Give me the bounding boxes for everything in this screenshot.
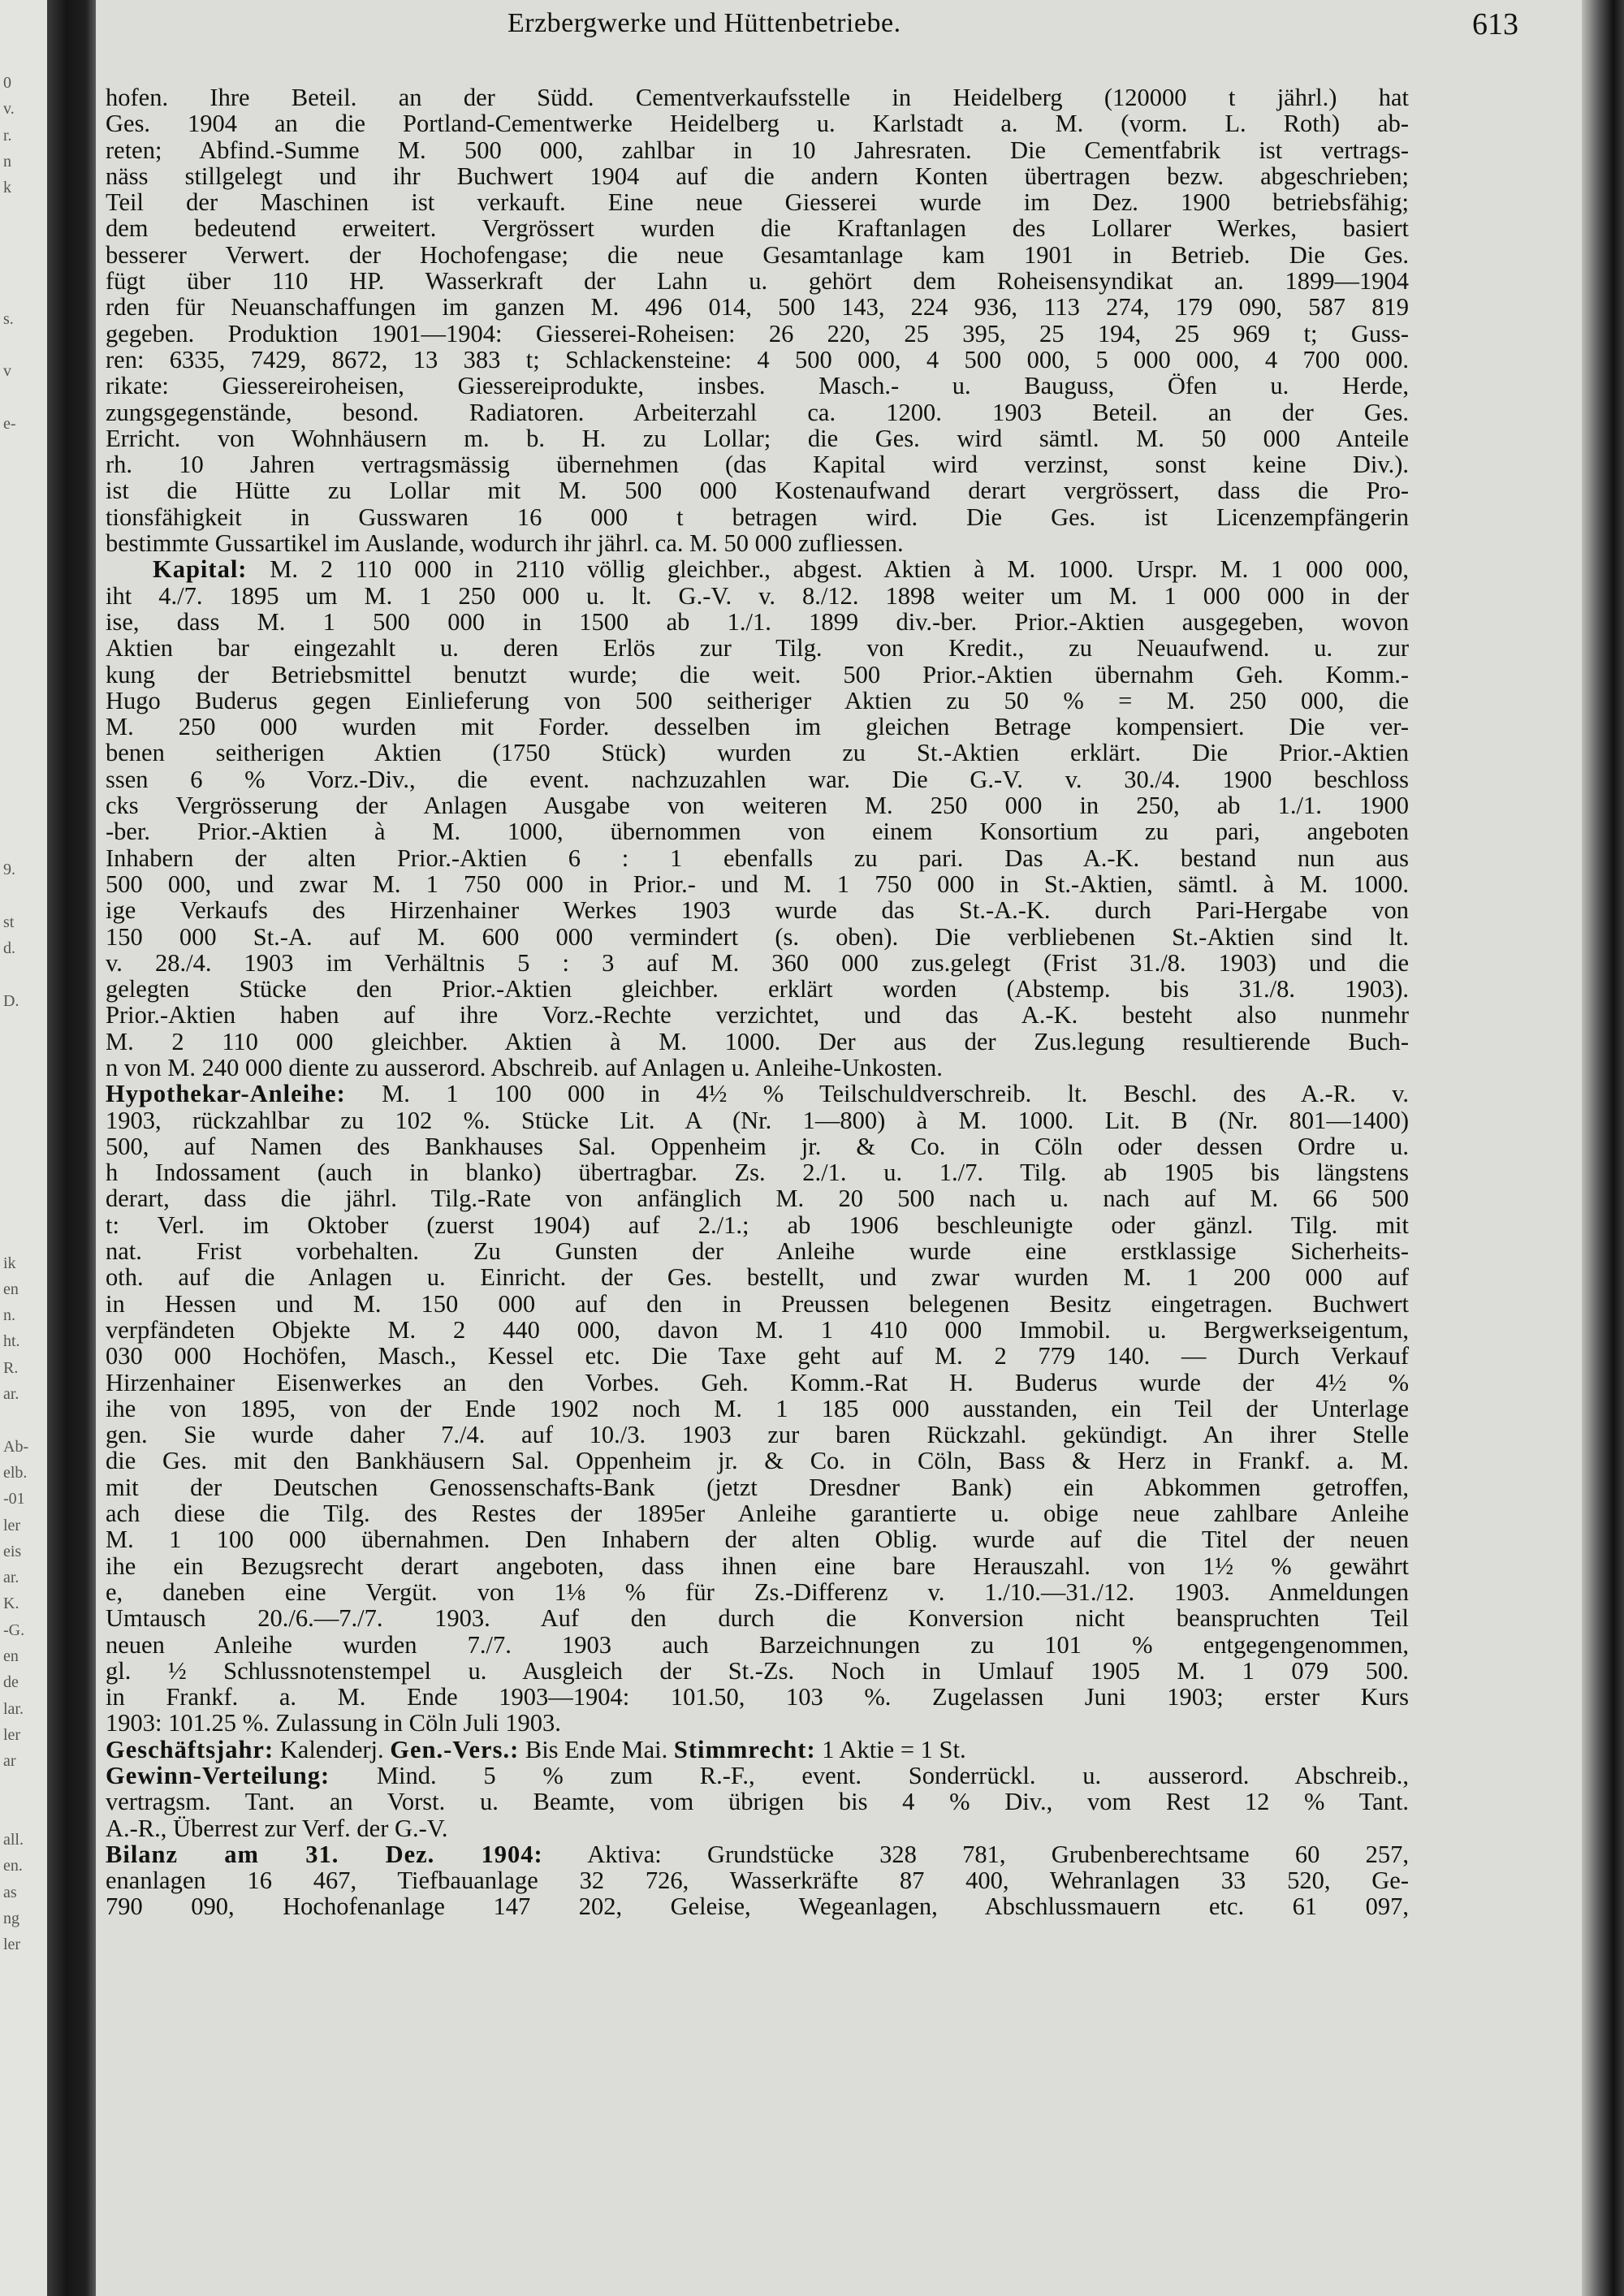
line-text: gelegten Stücke den Prior.-Aktien gleichber. erklärt worden (Abstemp. bis 31./8. 1903). <box>106 975 1409 1003</box>
margin-fragment: ler <box>3 1725 21 1744</box>
line-text: besserer Verwert. der Hochofengase; die neue Gesamtanlage kam 1901 in Betrieb. Die Ges. <box>106 240 1409 269</box>
text-line <box>106 1893 1409 1919</box>
margin-fragment: lar. <box>3 1699 24 1718</box>
text-line <box>106 215 1409 241</box>
body-text <box>106 84 1409 1920</box>
margin-fragment: n. <box>3 1306 15 1325</box>
line-text: in Hessen und M. 150 000 auf den in Preussen belegenen Besitz eingetragen. Buchwert <box>106 1289 1409 1318</box>
line-text: enanlagen 16 467, Tiefbauanlage 32 726, Wasserkräfte 87 400, Wehranlagen 33 520, Ge- <box>106 1867 1409 1895</box>
line-text: Bis Ende Mai. <box>519 1735 674 1763</box>
line-text: v. 28./4. 1903 im Verhältnis 5 : 3 auf M. 360 000 zus.gelegt (Frist 31./8. 1903) und die <box>106 948 1409 977</box>
text-line <box>106 818 1409 844</box>
text-line <box>106 1238 1409 1264</box>
text-line <box>106 1815 1409 1841</box>
line-text: mit der Deutschen Genossenschafts-Bank (jetzt Dresdner Bank) ein Abkommen getroffen, <box>106 1473 1409 1501</box>
page-number: 613 <box>1472 7 1518 41</box>
section-heading: Hypothekar-Anleihe: <box>106 1080 346 1108</box>
margin-fragment: r. <box>3 126 12 145</box>
text-line <box>106 504 1409 530</box>
margin-fragment: 9. <box>3 861 15 878</box>
line-text: M. 2 110 000 in 2110 völlig gleichber., abgest. Aktien à M. 1000. Urspr. M. 1 000 000, <box>247 555 1409 584</box>
margin-fragment: st <box>3 913 15 931</box>
text-line <box>106 792 1409 818</box>
text-line <box>106 1841 1409 1867</box>
text-line <box>106 688 1409 714</box>
margin-fragment: ler <box>3 1936 21 1954</box>
text-line <box>106 1500 1409 1526</box>
line-text: M. 2 110 000 gleichber. Aktien à M. 1000. Der aus der Zus.legung resultierende Buch- <box>106 1027 1409 1055</box>
previous-page-margin-fragments <box>3 73 44 2265</box>
text-line <box>106 1737 1409 1763</box>
line-text: rikate: Giessereiroheisen, Giessereiprodukte, insbes. Masch.- u. Bauguss, Öfen u. Herde, <box>106 372 1409 400</box>
margin-fragment: elb. <box>3 1463 28 1482</box>
line-text: 1903: 101.25 %. Zulassung in Cöln Juli 1903. <box>106 1709 561 1737</box>
margin-fragment: eis <box>3 1542 22 1560</box>
line-text: gl. ½ Schlussnotenstempel u. Ausgleich der St.-Zs. Noch in Umlauf 1905 M. 1 079 500. <box>106 1656 1409 1685</box>
text-line <box>106 1107 1409 1133</box>
text-line <box>106 137 1409 163</box>
book-binding-shadow <box>47 0 96 2296</box>
line-text: gegeben. Produktion 1901—1904: Giesserei-Roheisen: 26 220, 25 395, 25 194, 25 969 t; Guss- <box>106 319 1409 347</box>
margin-fragment: 0 <box>3 74 11 92</box>
line-text: nat. Frist vorbehalten. Zu Gunsten der Anleihe wurde eine erstklassige Sicherheits- <box>106 1237 1409 1266</box>
text-line <box>106 1343 1409 1369</box>
line-text: 030 000 Hochöfen, Masch., Kessel etc. Die Taxe geht auf M. 2 779 140. — Durch Verkauf <box>106 1342 1409 1370</box>
text-line <box>106 1763 1409 1789</box>
text-line <box>106 1474 1409 1500</box>
line-text: M. 1 100 000 übernahmen. Den Inhabern der alten Oblig. wurde auf die Titel der neuen <box>106 1526 1409 1554</box>
text-line <box>106 294 1409 320</box>
text-line <box>106 1553 1409 1579</box>
text-line <box>106 1264 1409 1290</box>
line-text: cks Vergrösserung der Anlagen Ausgabe von weiteren M. 250 000 in 250, ab 1./1. 1900 <box>106 792 1409 820</box>
text-line <box>106 1081 1409 1107</box>
line-text: Aktien bar eingezahlt u. deren Erlös zur Tilg. von Kredit., zu Neuaufwend. u. zur <box>106 634 1409 662</box>
text-line <box>106 1658 1409 1684</box>
section-heading: Stimmrecht: <box>673 1735 816 1763</box>
line-text: ihe ein Bezugsrecht derart angeboten, dass ihnen eine bare Herauszahl. von 1½ % gewährt <box>106 1552 1409 1580</box>
line-text: in Frankf. a. M. Ende 1903—1904: 101.50, 103 %. Zugelassen Juni 1903; erster Kurs <box>106 1683 1409 1711</box>
text-line <box>106 1055 1409 1081</box>
text-line <box>106 163 1409 189</box>
margin-fragment: ht. <box>3 1332 20 1351</box>
margin-fragment: Ab- <box>3 1437 29 1456</box>
line-text: A.-R., Überrest zur Verf. der G.-V. <box>106 1814 448 1842</box>
line-text: rh. 10 Jahren vertragsmässig übernehmen (das Kapital wird verzinst, sonst keine Div.). <box>106 451 1409 479</box>
line-text: bestimmte Gussartikel im Auslande, wodurch ihr jährl. ca. M. 50 000 zufliessen. <box>106 529 904 558</box>
text-line <box>106 609 1409 635</box>
line-text: Erricht. von Wohnhäusern m. b. H. zu Lollar; die Ges. wird sämtl. M. 50 000 Anteile <box>106 424 1409 452</box>
margin-fragment: all. <box>3 1831 24 1849</box>
text-line <box>106 268 1409 294</box>
text-line <box>106 1867 1409 1893</box>
line-text: hofen. Ihre Beteil. an der Südd. Cementverkaufsstelle in Heidelberg (120000 t jährl.) hat <box>106 84 1409 111</box>
line-text: h Indossament (auch in blanko) übertragbar. Zs. 2./1. u. 1./7. Tilg. ab 1905 bis längstens <box>106 1159 1409 1187</box>
margin-fragment: n <box>3 152 11 170</box>
line-text: benen seitherigen Aktien (1750 Stück) wurden zu St.-Aktien erklärt. Die Prior.-Aktien <box>106 739 1409 767</box>
section-heading: Gewinn-Verteilung: <box>106 1762 330 1789</box>
margin-fragment: en <box>3 1280 19 1298</box>
text-line <box>106 399 1409 425</box>
text-line <box>106 766 1409 792</box>
text-line <box>106 451 1409 477</box>
text-line <box>106 976 1409 1002</box>
margin-fragment: ik <box>3 1254 16 1272</box>
text-line <box>106 1159 1409 1185</box>
line-text: Ges. 1904 an die Portland-Cementwerke Heidelberg u. Karlstadt a. M. (vorm. L. Roth) ab- <box>106 110 1409 138</box>
line-text: 790 090, Hochofenanlage 147 202, Geleise, Wegeanlagen, Abschlussmauern etc. 61 097, <box>106 1892 1409 1921</box>
text-line <box>106 635 1409 661</box>
text-line <box>106 1789 1409 1815</box>
line-text: kung der Betriebsmittel benutzt wurde; die weit. 500 Prior.-Aktien übernahm Geh. Komm.- <box>106 660 1409 688</box>
text-line <box>106 1185 1409 1211</box>
text-line <box>106 740 1409 766</box>
line-text: 1903, rückzahlbar zu 102 %. Stücke Lit. A (Nr. 1—800) à M. 1000. Lit. B (Nr. 801—1400) <box>106 1106 1409 1134</box>
line-text: fügt über 110 HP. Wasserkraft der Lahn u. gehört dem Roheisensyndikat an. 1899—1904 <box>106 267 1409 296</box>
line-text: -ber. Prior.-Aktien à M. 1000, übernommen von einem Konsortium zu pari, angeboten <box>106 818 1409 846</box>
margin-fragment: as <box>3 1883 17 1901</box>
text-line <box>106 1002 1409 1028</box>
text-line <box>106 321 1409 347</box>
margin-fragment: ar. <box>3 1385 19 1403</box>
margin-fragment: -G. <box>3 1621 25 1639</box>
line-text: M. 1 100 000 in 4½ % Teilschuldverschreib. lt. Beschl. des A.-R. v. <box>345 1080 1409 1108</box>
line-text: gen. Sie wurde daher 7./4. auf 10./3. 1903 zur baren Rückzahl. gekündigt. An ihrer Stelle <box>106 1421 1409 1449</box>
margin-fragment: de <box>3 1673 19 1692</box>
margin-fragment: ar. <box>3 1569 19 1587</box>
line-text: ren: 6335, 7429, 8672, 13 383 t; Schlackensteine: 4 500 000, 4 500 000, 5 000 000, 4 700 000. <box>106 345 1409 373</box>
line-text: vertragsm. Tant. an Vorst. u. Beamte, vom übrigen bis 4 % Div., vom Rest 12 % Tant. <box>106 1788 1409 1816</box>
margin-fragment: ler <box>3 1516 21 1534</box>
line-text: e, daneben eine Vergüt. von 1⅛ % für Zs.-Differenz v. 1./10.—31./12. 1903. Anmeldungen <box>106 1577 1409 1606</box>
line-text: dem bedeutend erweitert. Vergrössert wurden die Kraftanlagen des Lollarer Werkes, basiert <box>106 214 1409 243</box>
text-line <box>106 950 1409 976</box>
text-line <box>106 556 1409 582</box>
margin-fragment: K. <box>3 1595 19 1613</box>
margin-fragment: e- <box>3 414 16 433</box>
margin-fragment: ng <box>3 1910 19 1927</box>
page-right-edge-shadow <box>1582 0 1624 2296</box>
text-line <box>106 1526 1409 1552</box>
margin-fragment: ar <box>3 1752 16 1771</box>
line-text: neuen Anleihe wurden 7./7. 1903 auch Barzeichnungen zu 101 % entgegengenommen, <box>106 1630 1409 1659</box>
line-text: Mind. 5 % zum R.-F., event. Sonderrückl. u. ausserord. Abschreib., <box>330 1762 1409 1789</box>
text-line <box>106 1448 1409 1474</box>
line-text: 150 000 St.-A. auf M. 600 000 vermindert (s. oben). Die verbliebenen St.-Aktien sind lt. <box>106 922 1409 951</box>
line-text: iht 4./7. 1895 um M. 1 250 000 u. lt. G.-V. v. 8./12. 1898 weiter um M. 1 000 000 in der <box>106 581 1409 610</box>
margin-fragment: en. <box>3 1857 23 1875</box>
line-text: Aktiva: Grundstücke 328 781, Grubenberechtsame 60 257, <box>542 1840 1409 1868</box>
line-text: Umtausch 20./6.—7./7. 1903. Auf den durch die Konversion nicht beanspruchten Teil <box>106 1604 1409 1633</box>
text-line <box>106 1396 1409 1422</box>
margin-fragment: D. <box>3 991 19 1010</box>
line-text: derart, dass die jährl. Tilg.-Rate von anfänglich M. 20 500 nach u. nach auf M. 66 500 <box>106 1185 1409 1213</box>
text-line <box>106 845 1409 871</box>
margin-fragment: d. <box>3 939 15 957</box>
text-area <box>106 0 1575 2296</box>
text-line <box>106 1133 1409 1159</box>
text-line <box>106 924 1409 950</box>
line-text: die Ges. mit den Bankhäusern Sal. Oppenheim jr. & Co. in Cöln, Bass & Herz in Frankf. a. M. <box>106 1447 1409 1475</box>
line-text: ige Verkaufs des Hirzenhainer Werkes 1903 wurde das St.-A.-K. durch Pari-Hergabe von <box>106 896 1409 925</box>
text-line <box>106 425 1409 451</box>
section-heading: Kapital: <box>153 555 248 584</box>
margin-fragment: R. <box>3 1358 19 1377</box>
line-text: ssen 6 % Vorz.-Div., die event. nachzuzahlen war. Die G.-V. v. 30./4. 1900 beschloss <box>106 765 1409 793</box>
text-line <box>106 1605 1409 1631</box>
line-text: n von M. 240 000 diente zu ausserord. Abschreib. auf Anlagen u. Anleihe-Unkosten. <box>106 1053 943 1081</box>
line-text: Inhabern der alten Prior.-Aktien 6 : 1 ebenfalls zu pari. Das A.-K. bestand nun aus <box>106 844 1409 872</box>
text-line <box>106 373 1409 399</box>
margin-fragment: en <box>3 1647 19 1665</box>
line-text: Prior.-Aktien haben auf ihre Vorz.-Rechte verzichtet, und das A.-K. besteht also nunmehr <box>106 1001 1409 1029</box>
line-text: verpfändeten Objekte M. 2 440 000, davon M. 1 410 000 Immobil. u. Bergwerkseigentum, <box>106 1315 1409 1344</box>
running-header-title: Erzbergwerke und Hüttenbetriebe. <box>508 8 901 38</box>
section-heading: Bilanz am 31. Dez. 1904: <box>106 1840 543 1868</box>
text-line <box>106 347 1409 373</box>
left-margin-strip <box>0 0 47 2296</box>
margin-fragment: s. <box>3 309 14 328</box>
line-text: Hugo Buderus gegen Einlieferung von 500 seitheriger Aktien zu 50 % = M. 250 000, die <box>106 686 1409 714</box>
text-line <box>106 530 1409 556</box>
line-text: ist die Hütte zu Lollar mit M. 500 000 Kostenaufwand derart vergrössert, dass die Pro- <box>106 477 1409 505</box>
text-line <box>106 1317 1409 1343</box>
text-line <box>106 1684 1409 1710</box>
running-header <box>106 6 1575 47</box>
line-text: ise, dass M. 1 500 000 in 1500 ab 1./1. 1899 div.-ber. Prior.-Aktien ausgegeben, wovon <box>106 607 1409 636</box>
text-line <box>106 1291 1409 1317</box>
line-text: näss stillgelegt und ihr Buchwert 1904 auf die andern Konten übertragen bezw. abgeschrieben; <box>106 162 1409 190</box>
text-line <box>106 84 1409 110</box>
line-text: reten; Abfind.-Summe M. 500 000, zahlbar in 10 Jahresraten. Die Cementfabrik ist vertrags- <box>106 136 1409 164</box>
margin-fragment: v. <box>3 100 15 119</box>
text-line <box>106 583 1409 609</box>
line-text: Hirzenhainer Eisenwerkes an den Vorbes. Geh. Komm.-Rat H. Buderus wurde der 4½ % <box>106 1368 1409 1396</box>
line-text: oth. auf die Anlagen u. Einricht. der Ges. bestellt, und zwar wurden M. 1 200 000 auf <box>106 1263 1409 1292</box>
text-line <box>106 714 1409 740</box>
line-text: zungsgegenstände, besond. Radiatoren. Arbeiterzahl ca. 1200. 1903 Beteil. an der Ges. <box>106 398 1409 426</box>
text-line <box>106 662 1409 688</box>
line-text: 1 Aktie = 1 St. <box>815 1735 966 1763</box>
line-text: tionsfähigkeit in Gusswaren 16 000 t betragen wird. Die Ges. ist Licenzempfängerin <box>106 503 1409 531</box>
text-line <box>106 1632 1409 1658</box>
text-line <box>106 1422 1409 1448</box>
line-text: ach diese die Tilg. des Restes der 1895er Anleihe garantierte u. obige neue zahlbare Anleihe <box>106 1500 1409 1528</box>
line-text: rden für Neuanschaffungen im ganzen M. 496 014, 500 143, 224 936, 113 274, 179 090, 587 819 <box>106 293 1409 322</box>
line-text: 500 000, und zwar M. 1 750 000 in Prior.- und M. 1 750 000 in St.-Aktien, sämtl. à M. 1000. <box>106 870 1409 898</box>
line-text: Kalenderj. <box>274 1735 391 1763</box>
text-line <box>106 1370 1409 1396</box>
section-heading: Gen.-Vers.: <box>390 1735 520 1763</box>
text-line <box>106 189 1409 215</box>
line-text: M. 250 000 wurden mit Forder. desselben im gleichen Betrage kompensiert. Die ver- <box>106 713 1409 741</box>
text-line <box>106 1212 1409 1238</box>
margin-fragment: -01 <box>3 1490 25 1508</box>
text-line <box>106 871 1409 897</box>
line-text: 500, auf Namen des Bankhauses Sal. Oppenheim jr. & Co. in Cöln oder dessen Ordre u. <box>106 1132 1409 1160</box>
line-text: ihe von 1895, von der Ende 1902 noch M. 1 185 000 ausstanden, ein Teil der Unterlage <box>106 1394 1409 1422</box>
line-text: t: Verl. im Oktober (zuerst 1904) auf 2./1.; ab 1906 beschleunigte oder gänzl. Tilg. mit <box>106 1211 1409 1239</box>
text-line <box>106 242 1409 268</box>
text-line <box>106 1710 1409 1736</box>
section-heading: Geschäftsjahr: <box>106 1735 274 1763</box>
margin-fragment: v <box>3 362 11 381</box>
text-line <box>106 477 1409 503</box>
line-text: Teil der Maschinen ist verkauft. Eine neue Giesserei wurde im Dez. 1900 betriebsfähig; <box>106 188 1409 217</box>
text-line <box>106 110 1409 136</box>
text-line <box>106 897 1409 923</box>
margin-fragment: k <box>3 179 11 197</box>
text-line <box>106 1029 1409 1055</box>
text-line <box>106 1579 1409 1605</box>
